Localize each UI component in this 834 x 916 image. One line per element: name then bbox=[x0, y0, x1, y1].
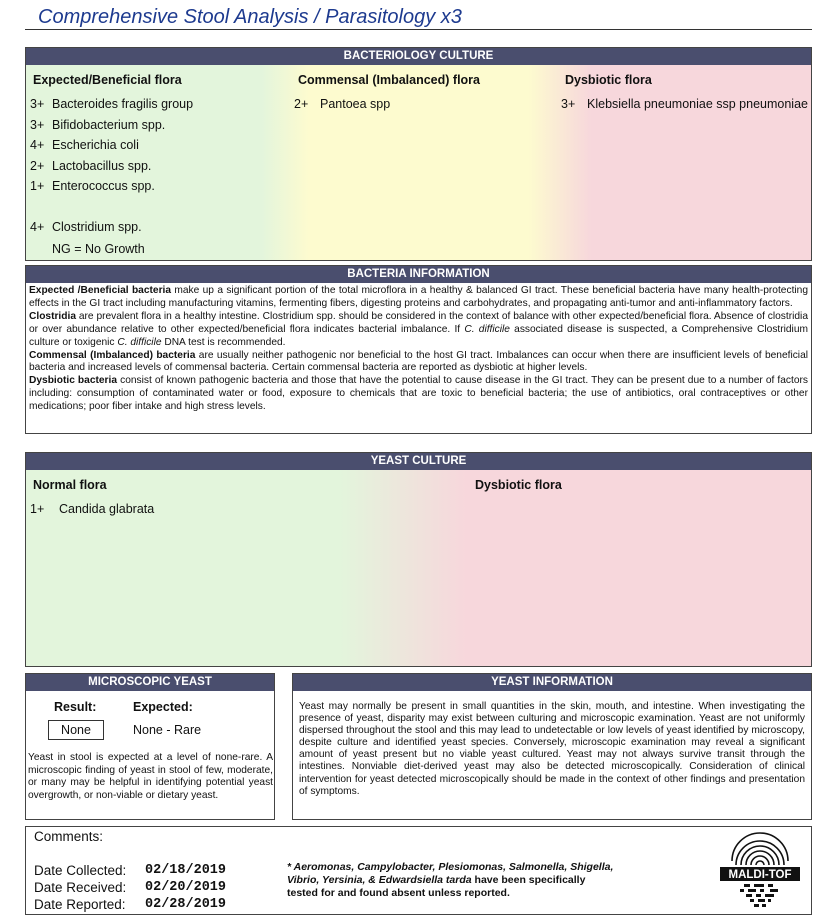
growth-level: 1+ bbox=[30, 502, 45, 516]
organism-name: Klebsiella pneumoniae ssp pneumoniae bbox=[587, 97, 808, 111]
fingerprint-icon bbox=[714, 831, 806, 913]
comments-label: Comments: bbox=[34, 829, 104, 844]
expected-organism bbox=[30, 97, 193, 111]
expected-organism bbox=[30, 159, 151, 173]
organism-name: Pantoea spp bbox=[320, 97, 391, 111]
expected-label: Expected: bbox=[133, 700, 193, 714]
commensal-flora-heading: Commensal (Imbalanced) flora bbox=[298, 73, 480, 87]
result-label: Result: bbox=[54, 700, 97, 714]
expected-organism bbox=[30, 138, 139, 152]
organism-name: Bacteroides fragilis group bbox=[52, 97, 194, 111]
yeast-culture-panel bbox=[25, 452, 812, 667]
paragraph-term: Expected /Beneficial bacteria bbox=[29, 285, 172, 296]
expected-organism bbox=[30, 179, 155, 193]
date-collected-label: Date Collected: bbox=[34, 863, 127, 878]
microscopic-yeast-note: Yeast in stool is expected at a level of none-rare. A microscopic finding of yeast in stool of few, moderate, or many may be helpful in identifying potential yeast overgrowth, or non-viable or dietary yeast. bbox=[28, 752, 273, 801]
paragraph-text: associated disease is suspected, a Comprehensive Clostridium culture or toxigenic bbox=[29, 323, 808, 348]
dysbiotic-organism bbox=[561, 97, 808, 111]
yeast-information-header: YEAST INFORMATION bbox=[293, 674, 811, 691]
commensal-bacteria-paragraph bbox=[29, 350, 808, 376]
bacteriology-culture-panel bbox=[25, 47, 812, 261]
yeast-culture-body bbox=[26, 470, 811, 666]
organism-name: Lactobacillus spp. bbox=[52, 159, 152, 173]
growth-level: 4+ bbox=[30, 138, 45, 152]
beneficial-bacteria-paragraph bbox=[29, 285, 808, 311]
growth-level: 1+ bbox=[30, 179, 45, 193]
paragraph-italic: C. difficile bbox=[117, 336, 162, 348]
title-divider bbox=[25, 29, 812, 30]
yeast-information-panel bbox=[292, 673, 812, 820]
bacteriology-header: BACTERIOLOGY CULTURE bbox=[26, 48, 811, 65]
dysbiotic-bacteria-paragraph bbox=[29, 375, 808, 414]
bacteria-information-text bbox=[26, 283, 811, 416]
organism-name: Candida glabrata bbox=[59, 502, 155, 516]
date-reported-row bbox=[34, 897, 227, 912]
paragraph-text: consist of known pathogenic bacteria and those that have the potential to cause disease in the GI tract. They can be present due to a number of factors including: consumption of contaminated water or food, exposure to chemicals that are toxic to beneficial bacteria; the use of antibiotics, oral contraceptives or other medications; poor fiber intake and high stress levels. bbox=[29, 375, 808, 413]
paragraph-term: Dysbiotic bacteria bbox=[29, 375, 118, 387]
organism-name: Clostridium spp. bbox=[52, 220, 142, 234]
growth-level: 3+ bbox=[30, 97, 45, 111]
expected-flora-heading: Expected/Beneficial flora bbox=[33, 73, 182, 87]
paragraph-text: make up a significant portion of the total microflora in a healthy & balanced GI tract. These beneficial bacteria have many health-protecting effects in the GI tract including manufacturing vitamins, fermenting fibers, digesting proteins and carbohydrates, and propagating anti-tumor and anti-inflammatory factors. bbox=[29, 285, 808, 309]
yeast-dysbiotic-flora-heading: Dysbiotic flora bbox=[475, 478, 562, 492]
date-collected-value: 02/18/2019 bbox=[145, 863, 227, 878]
organism-name: Bifidobacterium spp. bbox=[52, 118, 166, 132]
date-collected-row bbox=[34, 863, 227, 878]
maldi-tof-logo bbox=[714, 831, 806, 913]
commensal-organism bbox=[294, 97, 390, 111]
growth-level: 2+ bbox=[30, 159, 45, 173]
normal-yeast-organism bbox=[30, 502, 154, 516]
pathogen-list: * Aeromonas, Campylobacter, Plesiomonas, Salmonella, Shigella, Vibrio, Yersinia, & Edwardsiella tarda bbox=[287, 861, 614, 886]
yeast-culture-header: YEAST CULTURE bbox=[26, 453, 811, 470]
dysbiotic-flora-heading: Dysbiotic flora bbox=[565, 73, 652, 87]
date-reported-value: 02/28/2019 bbox=[145, 897, 227, 912]
growth-level: 2+ bbox=[294, 97, 309, 111]
expected-organism bbox=[30, 118, 165, 132]
paragraph-term: Clostridia bbox=[29, 310, 76, 322]
paragraph-term: Commensal (Imbalanced) bacteria bbox=[29, 349, 196, 361]
pathogen-testing-note bbox=[287, 861, 617, 900]
bacteria-information-panel bbox=[25, 265, 812, 434]
expected-value: None - Rare bbox=[133, 723, 202, 737]
expected-organism bbox=[30, 220, 142, 234]
no-growth-legend: NG = No Growth bbox=[52, 242, 145, 256]
paragraph-italic: C. difficile bbox=[464, 323, 510, 335]
normal-flora-heading: Normal flora bbox=[33, 478, 107, 492]
date-received-label: Date Received: bbox=[34, 880, 127, 895]
microscopic-yeast-header: MICROSCOPIC YEAST bbox=[26, 674, 274, 691]
microscopic-yeast-panel bbox=[25, 673, 275, 820]
page-title: Comprehensive Stool Analysis / Parasitology x3 bbox=[38, 6, 462, 28]
paragraph-text: are prevalent flora in a healthy intestine. Clostridium spp. should be considered in the context of balance with other expected/beneficial flora. Absence of clostridia or over abundance relative to other expected/beneficial flora indicates bacterial imbalance. If bbox=[29, 310, 808, 335]
paragraph-text: DNA test is recommended. bbox=[161, 336, 286, 348]
result-value: None bbox=[48, 720, 104, 740]
growth-level: 3+ bbox=[561, 97, 576, 111]
organism-name: Enterococcus spp. bbox=[52, 179, 155, 193]
date-reported-label: Date Reported: bbox=[34, 897, 126, 912]
growth-level: 3+ bbox=[30, 118, 45, 132]
bacteria-information-header: BACTERIA INFORMATION bbox=[26, 266, 811, 283]
yeast-information-text: Yeast may normally be present in small quantities in the skin, mouth, and intestine. When investigating the presence of yeast, disparity may exist between culturing and microscopic examination. Yeast are not uniformly dispersed throughout the stool and this may lead to undetectable or low levels of yeast identified by microscopy, despite culture and identified yeast species. Conversely, microscopic examination may reveal a significant amount of yeast present but no viable yeast cultured. Yeast may not always survive transit through the intestines. Nonviable diet-derived yeast may also be detected microscopically. Consideration of clinical intervention for yeast detected microscopically should be made in the context of other findings and presentation of symptoms. bbox=[299, 701, 805, 797]
paragraph-text: are usually neither pathogenic nor beneficial to the host GI tract. Imbalances can occur when there are insufficient levels of beneficial bacteria and increased levels of commensal bacteria. Certain commensal bacteria are reported as dysbiotic at higher levels. bbox=[29, 349, 808, 374]
organism-name: Escherichia coli bbox=[52, 138, 139, 152]
growth-level: 4+ bbox=[30, 220, 45, 234]
date-received-row bbox=[34, 880, 227, 895]
date-received-value: 02/20/2019 bbox=[145, 880, 227, 895]
bacteriology-body bbox=[26, 65, 811, 260]
clostridia-paragraph bbox=[29, 311, 808, 350]
pathogen-note-text: have been specifically tested for and found absent unless reported. bbox=[287, 874, 586, 899]
logo-text: MALDI-TOF bbox=[728, 869, 792, 881]
report-footer bbox=[25, 826, 812, 915]
